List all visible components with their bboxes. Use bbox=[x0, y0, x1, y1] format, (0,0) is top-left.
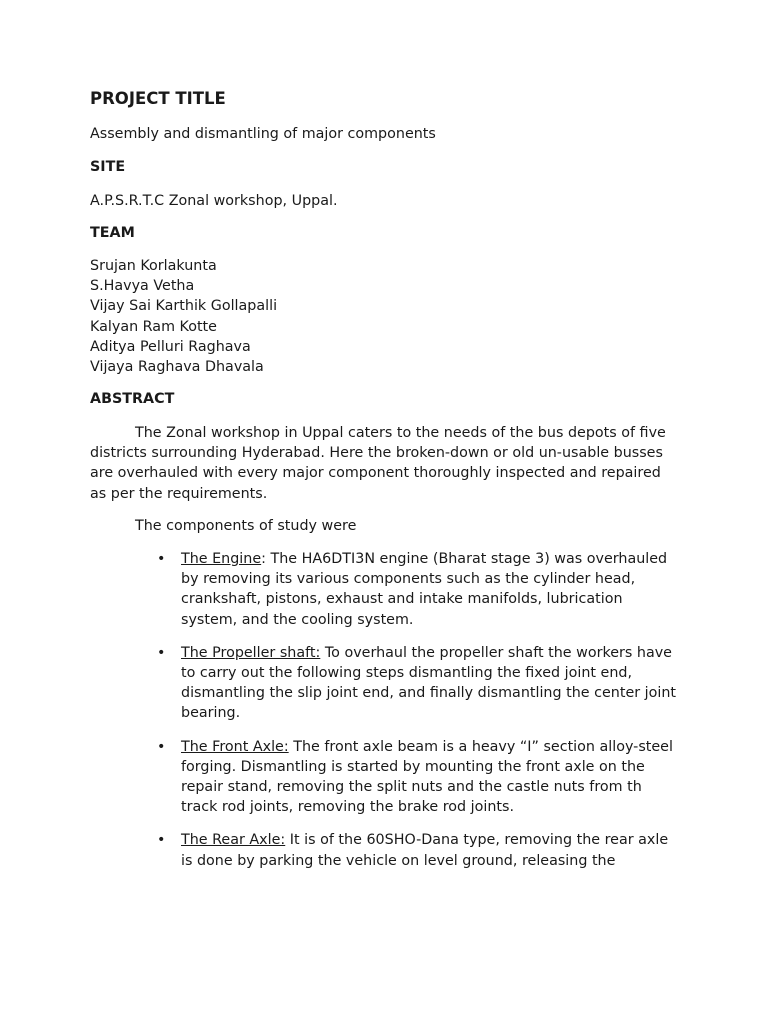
component-text: It is of the 60SHO-Dana type, removing the rear axle is done by parking the vehicle on level ground, releasing the bbox=[181, 832, 669, 869]
bullet-icon: • bbox=[157, 738, 166, 755]
components-intro: The components of study were bbox=[135, 518, 357, 534]
bullet-icon: • bbox=[157, 551, 166, 567]
project-title-heading: PROJECT TITLE bbox=[90, 89, 226, 108]
team-list bbox=[90, 256, 277, 377]
abstract-heading: ABSTRACT bbox=[90, 391, 175, 407]
project-title-text: Assembly and dismantling of major components bbox=[90, 126, 436, 142]
team-member: S.Havya Vetha bbox=[90, 278, 195, 295]
team-heading: TEAM bbox=[90, 225, 135, 241]
team-member: Kalyan Ram Kotte bbox=[90, 318, 217, 335]
team-member: Vijay Sai Karthik Gollapalli bbox=[90, 298, 278, 315]
team-member: Vijaya Raghava Dhavala bbox=[90, 359, 264, 376]
bullet-icon: • bbox=[157, 832, 166, 849]
list-item bbox=[135, 737, 680, 818]
list-item bbox=[135, 643, 680, 724]
list-item bbox=[135, 549, 680, 630]
list-item bbox=[135, 830, 680, 870]
abstract-paragraph: The Zonal workshop in Uppal caters to the needs of the bus depots of five districts surrounding Hyderabad. Here the broken-down or old un-usable busses are overhauled with every major component thoroughly inspected and repaired as per the requirements. bbox=[90, 425, 666, 502]
component-label: The Rear Axle: bbox=[181, 832, 286, 849]
team-member: Aditya Pelluri Raghava bbox=[90, 338, 251, 355]
component-label: The Front Axle: bbox=[181, 738, 289, 755]
component-text: The front axle beam is a heavy “I” section alloy-steel forging. Dismantling is started by mounting the front axle on the repair stand, removing the split nuts and the castle nuts from th track rod joints, removing the brake rod joints. bbox=[181, 738, 673, 816]
team-member: Srujan Korlakunta bbox=[90, 258, 217, 274]
site-text: A.P.S.R.T.C Zonal workshop, Uppal. bbox=[90, 193, 338, 209]
component-text: : The HA6DTI3N engine (Bharat stage 3) was overhauled by removing its various components such as the cylinder head, crankshaft, pistons, exhaust and intake manifolds, lubrication system, and the cooling system. bbox=[181, 551, 668, 628]
components-list bbox=[135, 549, 680, 871]
site-heading: SITE bbox=[90, 159, 126, 175]
bullet-icon: • bbox=[157, 644, 166, 661]
component-label: The Engine bbox=[181, 551, 262, 567]
component-label: The Propeller shaft: bbox=[181, 644, 321, 661]
component-text: To overhaul the propeller shaft the workers have to carry out the following steps dismantling the fixed joint end, dismantling the slip joint end, and finally dismantling the center joint bearing. bbox=[181, 644, 677, 722]
